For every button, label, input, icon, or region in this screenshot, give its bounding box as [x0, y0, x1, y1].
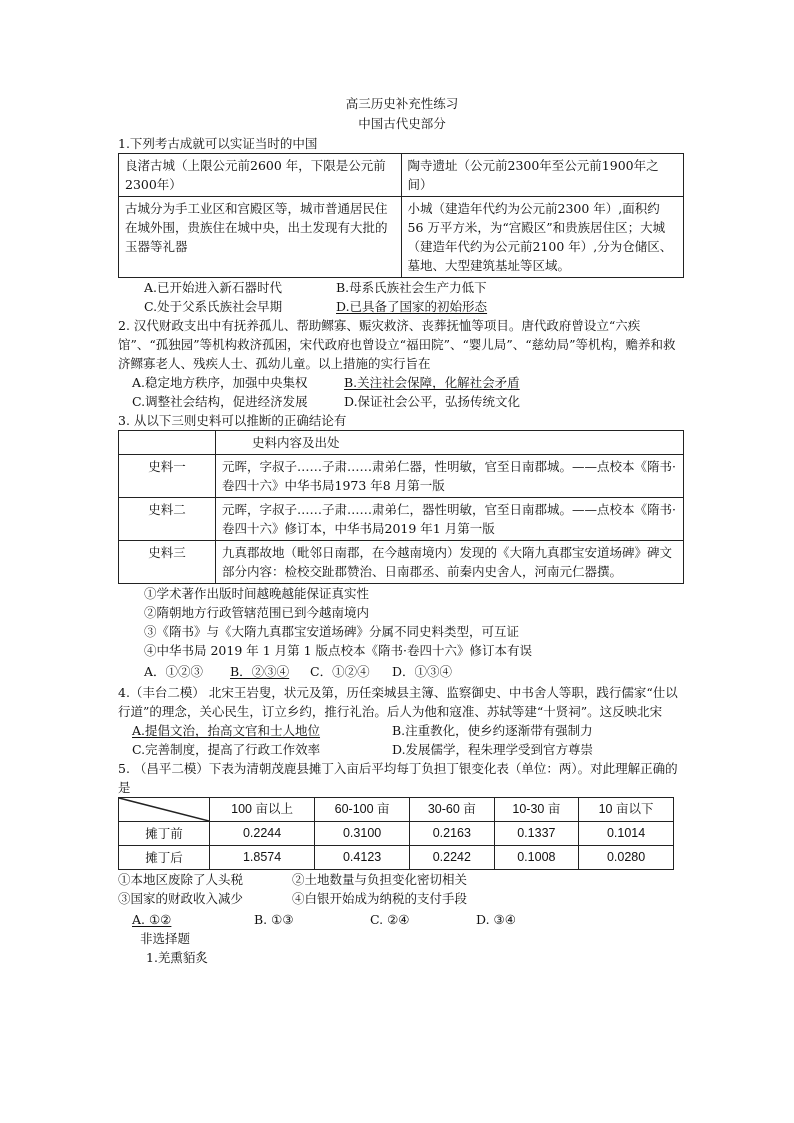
q1-stem: 1.下列考古成就可以实证当时的中国 — [118, 136, 318, 151]
q3-option-b: B．②③④ — [230, 664, 290, 679]
q5-corner-cell — [119, 798, 210, 822]
q5-col-header: 60-100 亩 — [315, 798, 410, 822]
q5-col-header: 30-60 亩 — [410, 798, 495, 822]
q5-statement: ②土地数量与负担变化密切相关 — [292, 872, 468, 887]
q5-row-label: 摊丁后 — [119, 846, 210, 870]
q2-stem: 2. 汉代财政支出中有抚养孤儿、帮助鳏寡、赈灾救济、丧葬抚恤等项目。唐代政府曾设立“六疾馆”、“孤独园”等机构救济孤困，宋代政府也曾设立“福田院”、“婴儿局”、“慈幼局”等机构，赡养和救济鳏寡老人、残疾人士、孤幼儿童。以上措施的实行旨在 — [118, 318, 676, 371]
q1-option-a: A.已开始进入新石器时代 — [144, 280, 283, 295]
q5-col-header: 10 亩以下 — [579, 798, 674, 822]
q3-table-header: 史料内容及出处 — [216, 431, 684, 455]
q1-option-b: B.母系氏族社会生产力低下 — [336, 280, 487, 295]
q3-statement: ①学术著作出版时间越晚越能保证真实性 — [144, 586, 370, 601]
q5-cell: 0.0280 — [579, 846, 674, 870]
q3-table — [118, 430, 684, 584]
q4-option-b: B.注重教化，使乡约逐渐带有强制力 — [392, 723, 593, 738]
section-title: 非选择题 — [140, 931, 191, 946]
page-subtitle: 中国古代史部分 — [358, 116, 446, 131]
q5-option-b: B. ①③ — [254, 912, 294, 927]
q3-stem: 3. 从以下三则史料可以推断的正确结论有 — [118, 413, 347, 428]
q5-statement: ①本地区废除了人头税 — [118, 872, 244, 887]
q1-table — [118, 153, 684, 278]
q3-option-a: A．①②③ — [144, 664, 204, 679]
page-title: 高三历史补充性练习 — [345, 96, 459, 111]
q5-cell: 0.1337 — [494, 822, 579, 846]
q3-row-content: 元晖，字叔子……子肃……肃弟仁器，性明敏，官至日南郡城。——点校本《隋书·卷四十六》中华书局1973 年8 月第一版 — [216, 455, 684, 498]
q1-option-d: D.已具备了国家的初始形态 — [336, 299, 488, 314]
q2-option-c: C.调整社会结构，促进经济发展 — [132, 394, 308, 409]
q1-option-c: C.处于父系氏族社会早期 — [144, 299, 283, 314]
q5-cell: 1.8574 — [210, 846, 315, 870]
q2-option-d: D.保证社会公平，弘扬传统文化 — [344, 394, 521, 409]
q3-row-label: 史料三 — [119, 541, 216, 584]
q3-option-c: C．①②④ — [310, 664, 370, 679]
document-page — [118, 94, 686, 967]
q1-cell-taosi-header: 陶寺遗址（公元前2300年至公元前1900年之间） — [401, 154, 684, 197]
q2-option-a: A.稳定地方秩序，加强中央集权 — [132, 375, 308, 390]
q5-row-label: 摊丁前 — [119, 822, 210, 846]
q5-cell: 0.2163 — [410, 822, 495, 846]
q3-statement: ④中华书局 2019 年 1 月第 1 版点校本《隋书·卷四十六》修订本有误 — [144, 643, 533, 658]
q5-option-a: A. ①② — [132, 912, 172, 927]
q5-stem: 5. （昌平二模）下表为清朝茂鹿县摊丁入亩后平均每丁负担丁银变化表（单位：两）。对此理解正确的是 — [118, 761, 678, 795]
q5-option-c: C. ②④ — [370, 912, 410, 927]
q2-option-b: B.关注社会保障，化解社会矛盾 — [344, 375, 520, 390]
q1-cell-liangzhu-content: 古城分为手工业区和宫殿区等，城市普通居民住在城外围，贵族住在城中央，出土发现有大批的玉器等礼器 — [119, 197, 402, 278]
q3-statement: ②隋朝地方行政管辖范围已到今越南境内 — [144, 605, 370, 620]
q5-cell: 0.1014 — [579, 822, 674, 846]
q5-cell: 0.1008 — [494, 846, 579, 870]
q1-options — [118, 278, 686, 316]
q3-statements — [118, 584, 686, 681]
q5-col-header: 10-30 亩 — [494, 798, 579, 822]
q1-cell-liangzhu-header: 良渚古城（上限公元前2600 年，下限是公元前2300年） — [119, 154, 402, 197]
q5-statement: ③国家的财政收入减少 — [118, 891, 244, 906]
q3-row-label: 史料二 — [119, 498, 216, 541]
q5-option-d: D. ③④ — [476, 912, 516, 927]
q3-corner-cell — [119, 431, 216, 455]
q5-table — [118, 797, 674, 870]
q5-cell: 0.4123 — [315, 846, 410, 870]
section-item: 1.羌熏貊炙 — [146, 950, 208, 965]
q5-cell: 0.3100 — [315, 822, 410, 846]
q3-option-d: D．①③④ — [392, 664, 453, 679]
q3-row-content: 元晖，字叔子……子肃……肃弟仁，器性明敏，官至日南郡城。——点校本《隋书·卷四十六》修订本，中华书局2019 年1 月第一版 — [216, 498, 684, 541]
q2-options — [118, 373, 686, 411]
q3-row-label: 史料一 — [119, 455, 216, 498]
q3-statement: ③《隋书》与《大隋九真郡宝安道场碑》分属不同史料类型，可互证 — [144, 624, 520, 639]
q1-cell-taosi-content: 小城（建造年代约为公元前2300 年）,面积约 56 万平方米，为“宫殿区”和贵族居住区；大城（建造年代约为公元前2100 年）,分为仓储区、墓地、大型建筑基址等区域。 — [401, 197, 684, 278]
q4-option-a: A.提倡文治，抬高文官和士人地位 — [132, 723, 321, 738]
q4-option-d: D.发展儒学，程朱理学受到官方尊崇 — [392, 742, 594, 757]
q3-row-content: 九真郡故地（毗邻日南郡，在今越南境内）发现的《大隋九真郡宝安道场碑》碑文部分内容：检校交趾郡赞治、日南郡丞、前秦内史舍人，河南元仁器撰。 — [216, 541, 684, 584]
diagonal-line-icon — [119, 798, 209, 821]
q5-statements — [118, 870, 686, 929]
q4-options — [118, 721, 686, 759]
q4-stem: 4.（丰台二模） 北宋王岩叟，状元及第，历任栾城县主簿、监察御史、中书舍人等职，践行儒家“仕以行道”的理念，关心民生，订立乡约，推行礼治。后人为他和寇准、苏轼等建“十贤祠”。这反映北宋 — [118, 685, 678, 719]
q5-col-header: 100 亩以上 — [210, 798, 315, 822]
q5-statement: ④白银开始成为纳税的支付手段 — [292, 891, 468, 906]
q5-cell: 0.2242 — [410, 846, 495, 870]
q4-option-c: C.完善制度，提高了行政工作效率 — [132, 742, 321, 757]
q5-cell: 0.2244 — [210, 822, 315, 846]
